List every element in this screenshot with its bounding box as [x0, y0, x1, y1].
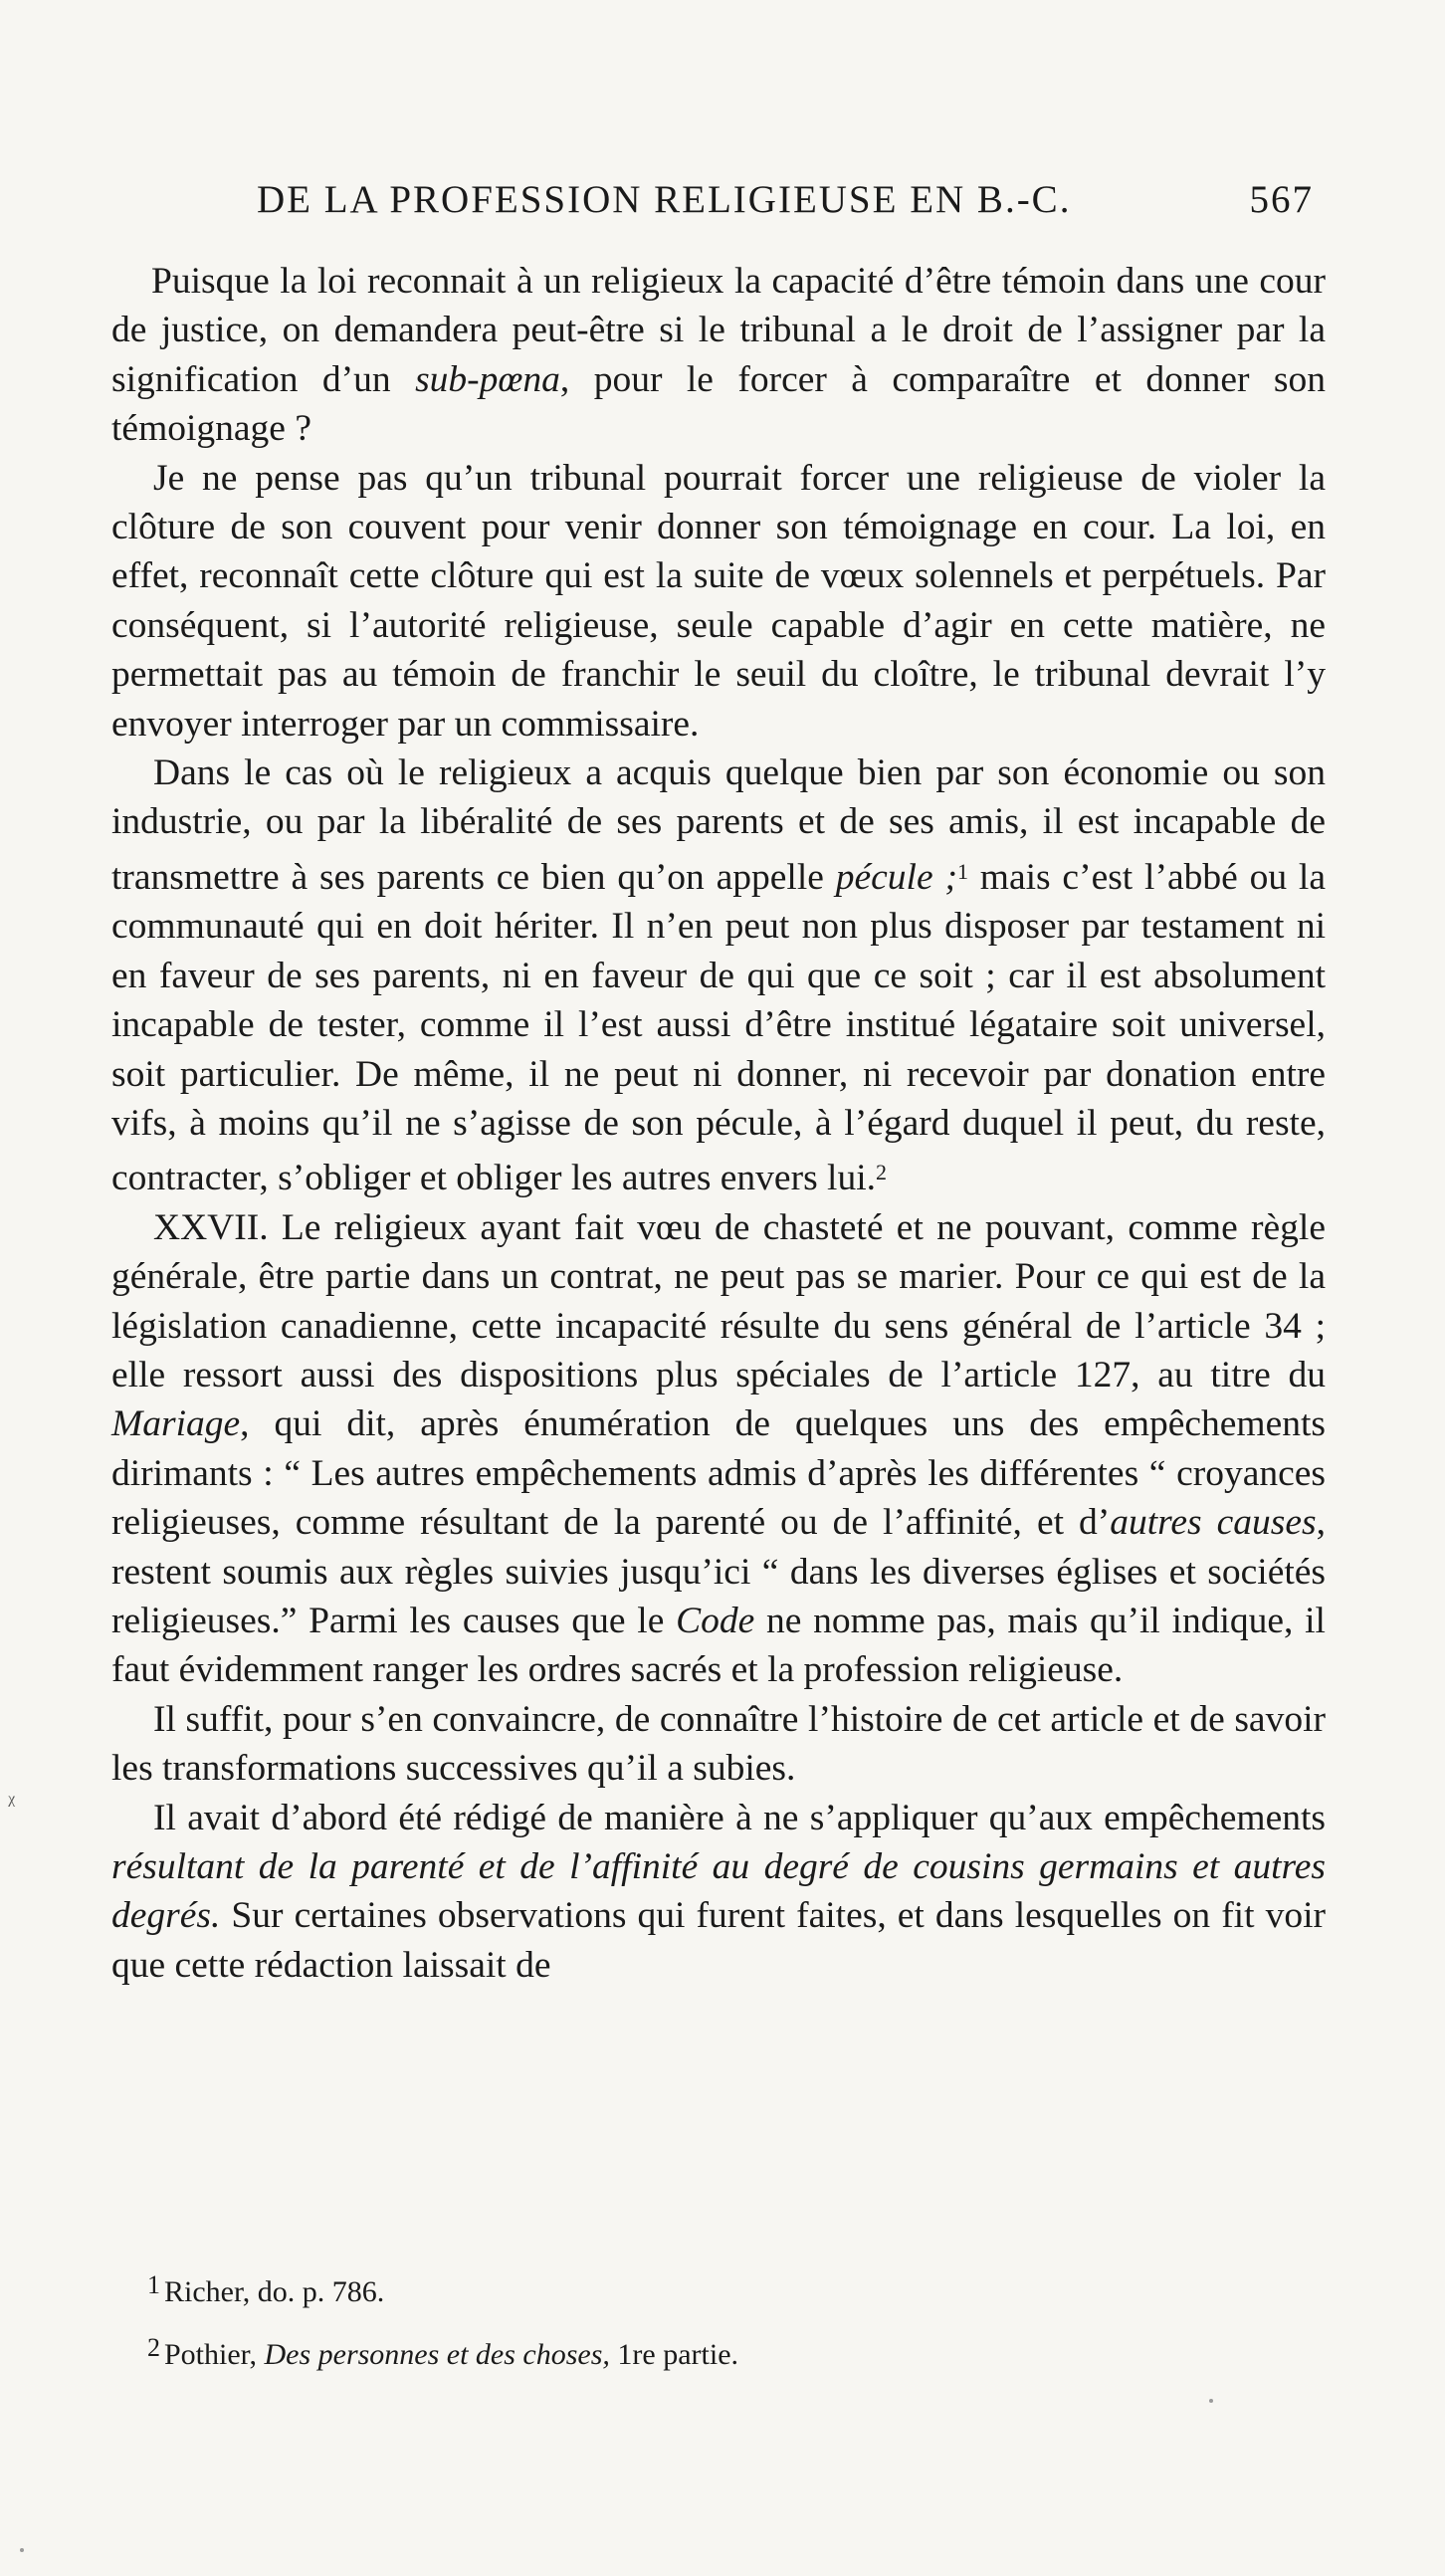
italic-text: Code [676, 1600, 755, 1641]
text-run: mais c’est l’abbé ou la communauté qui en doit hériter. Il n’en peut non plus disposer par testament ni en faveur de ses parents, ni en faveur de qui que ce soit ; car il est absolument incapable de tester, comme il l’est aussi d’être institué légataire soit universel, soit particulier. De même, il ne peut ni donner, ni recevoir par donation entre vifs, à moins qu’il ne s’agisse de son pécule, à l’égard duquel il peut, du reste, contracter, s’obliger et obliger les autres envers lui. [111, 856, 1326, 1199]
footnote-text: Richer, do. p. 786. [164, 2275, 385, 2308]
paper-speck [1209, 2399, 1213, 2403]
italic-text: pécule ; [835, 856, 957, 898]
body-paragraph [111, 257, 1326, 454]
running-header [257, 177, 1314, 222]
text-run: Sur certaines observations qui furent faites, et dans lesquelles on fit voir que cette rédaction laissait de [111, 1895, 1326, 1986]
text-run: Je ne pense pas qu’un tribunal pourrait forcer une religieuse de violer la clôture de son couvent pour venir donner son témoignage en cour. La loi, en effet, reconnaît cette clôture qui est la suite de vœux solennels et perpétuels. Par conséquent, si l’autorité religieuse, seule capable d’agir en cette matière, ne permettait pas au témoin de franchir le seuil du cloître, le tribunal devrait l’y envoyer interroger par un commissaire. [111, 457, 1326, 745]
body-paragraph [111, 1203, 1326, 1695]
footnote [147, 2257, 1242, 2320]
footnote-number: 2 [147, 2333, 160, 2362]
body-paragraph [111, 1695, 1326, 1794]
italic-text: sub-pœna [415, 358, 560, 400]
italic-text: autres causes [1110, 1502, 1317, 1544]
body-paragraph [111, 749, 1326, 1203]
footnotes [147, 2257, 1242, 2383]
running-title: DE LA PROFESSION RELIGIEUSE EN B.-C. [257, 178, 1072, 221]
margin-mark: ᵡ [8, 1788, 16, 1817]
italic-text: Mariage [111, 1403, 241, 1445]
text-run: Il avait d’abord été rédigé de manière à ne s’appliquer qu’aux empêchements [153, 1797, 1326, 1838]
footnote-text: 1re partie. [609, 2338, 739, 2371]
footnote-reference: 2 [876, 1160, 887, 1185]
footnote [147, 2320, 1242, 2383]
text-run: , pour le forcer à comparaître et donner son témoignage ? [111, 358, 1327, 450]
text-run: XXVII. Le religieux ayant fait vœu de chasteté et ne pouvant, comme règle générale, être partie dans un contrat, ne peut pas se marier. Pour ce qui est de la législation canadienne, cette incapacité résulte du sens général de l’article 34 ; elle ressort aussi des dispositions plus spéciales de l’article 127, au titre du [111, 1206, 1326, 1395]
text-run: ne nomme pas, mais qu’il indique, il faut évidemment ranger les ordres sacrés et la profession religieuse. [111, 1600, 1326, 1691]
footnote-text: Pothier, [164, 2338, 265, 2371]
page-number: 567 [1249, 178, 1314, 221]
footnote-italic-text: Des personnes et des choses, [264, 2338, 610, 2371]
text-run: , qui dit, après énumération de quelques uns des empêchements dirimants : “ Les autres empêchements admis d’après les différentes “ croyances religieuses, comme résultant de la parenté ou de l’affinité, et d’ [111, 1403, 1326, 1544]
footnote-reference: 1 [956, 858, 968, 884]
text-run: Puisque la loi reconnait à un religieux la capacité d’être témoin dans une cour de justice, on demandera peut-être si le tribunal a le droit de l’assigner par la signification d’un [111, 261, 1326, 400]
text-run: , restent soumis aux règles suivies jusqu’ici “ dans les diverses églises et sociétés religieuses.” Parmi les causes que le [111, 1502, 1326, 1641]
text-run: Il suffit, pour s’en convaincre, de connaître l’histoire de cet article et de savoir les transformations successives qu’il a subies. [111, 1698, 1326, 1790]
text-run: Dans le cas où le religieux a acquis quelque bien par son économie ou son industrie, ou par la libéralité de ses parents et de ses amis, il est incapable de transmettre à ses parents ce bien qu’on appelle [111, 752, 1326, 898]
body-paragraph [111, 1794, 1326, 1991]
body-paragraph [111, 454, 1326, 749]
paper-speck [20, 2548, 24, 2552]
body-text [111, 257, 1326, 1990]
footnote-number: 1 [147, 2270, 160, 2299]
italic-text: résultant de la parenté et de l’affinité au degré de cousins germains et autres degrés. [111, 1846, 1326, 1937]
